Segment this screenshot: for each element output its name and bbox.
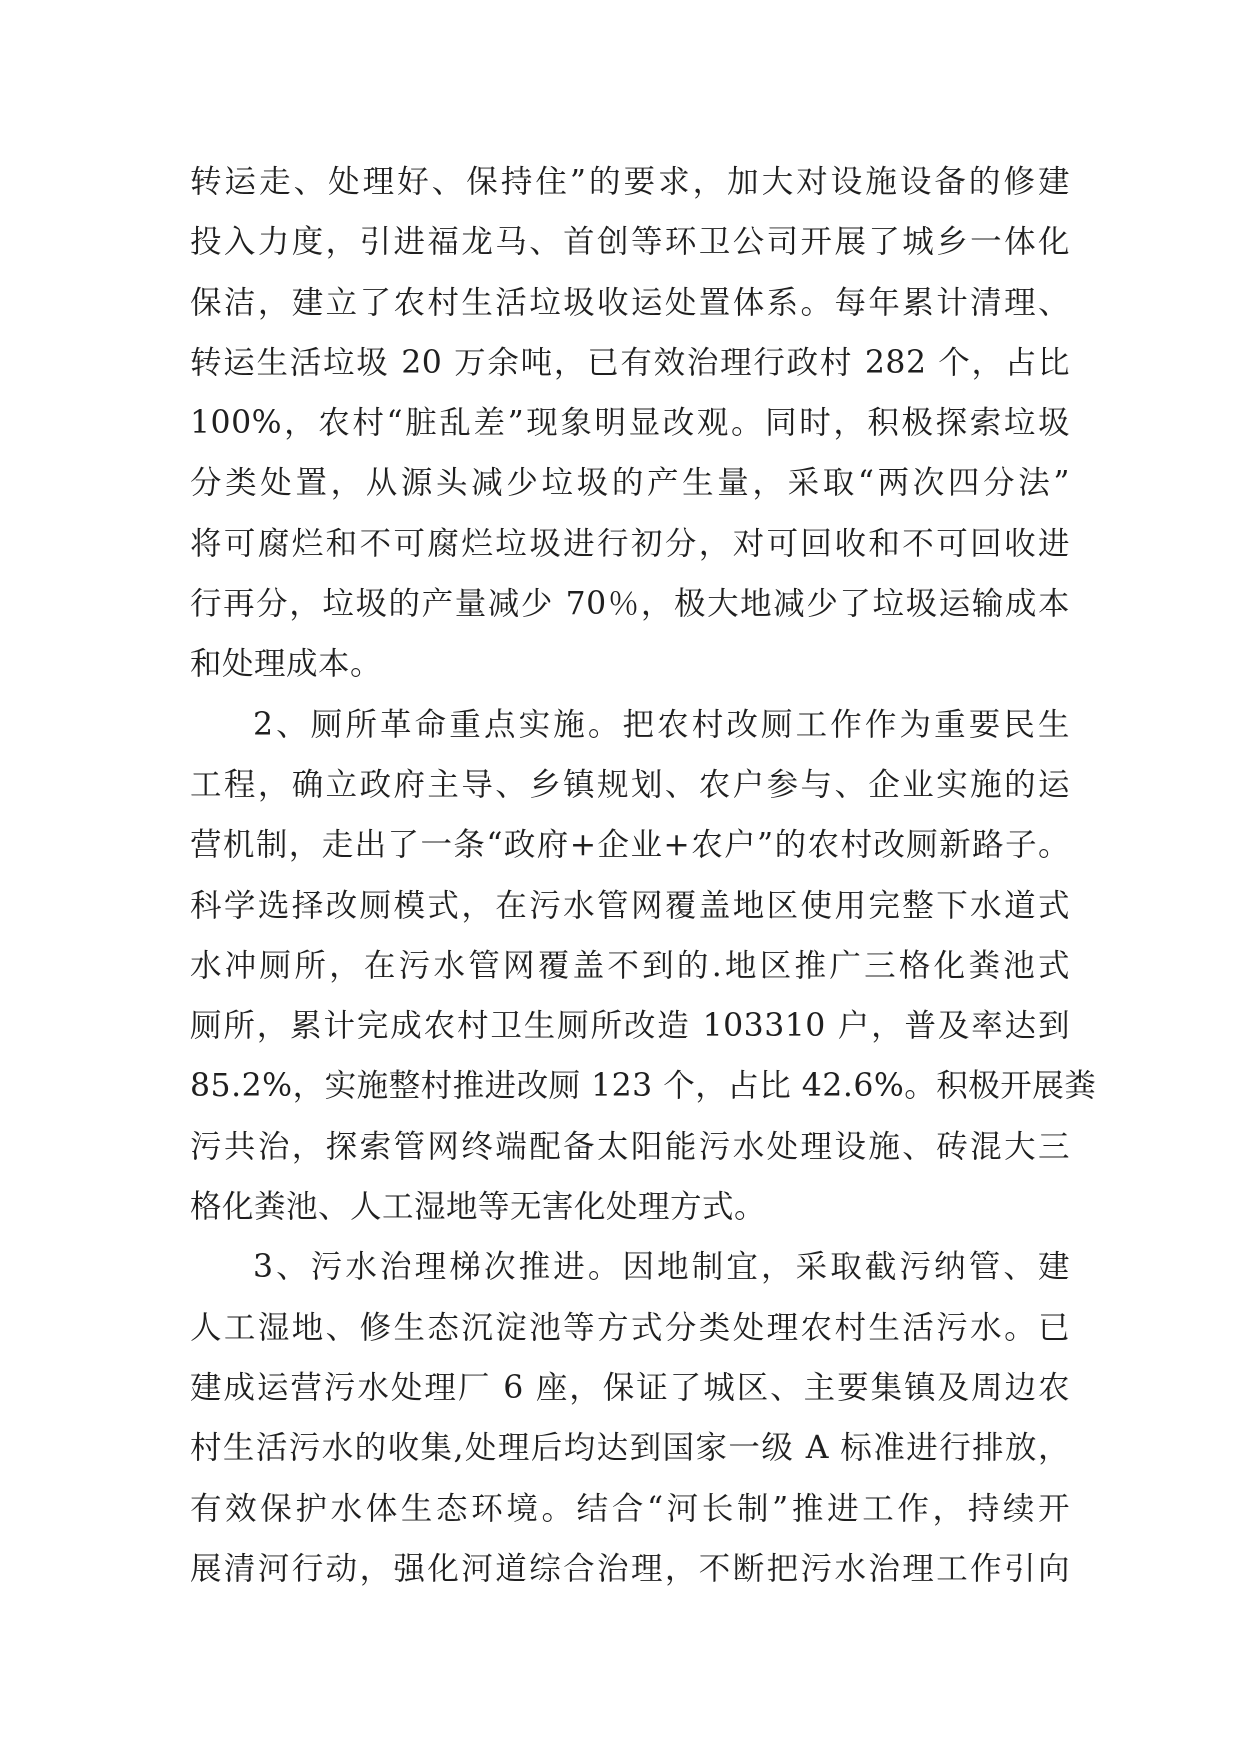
text-line: 厕所，累计完成农村卫生厕所改造 103310 户，普及率达到 <box>190 1008 1070 1045</box>
text-line: 投入力度，引进福龙马、首创等环卫公司开展了城乡一体化 <box>190 224 1070 261</box>
text-line: 建成运营污水处理厂 6 座，保证了城区、主要集镇及周边农 <box>190 1369 1070 1406</box>
text-line: 有效保护水体生态环境。结合“河长制”推进工作，持续开 <box>190 1490 1070 1527</box>
text-line: 85.2%，实施整村推进改厕 123 个，占比 42.6%。积极开展粪 <box>190 1068 1097 1105</box>
text-line: 和处理成本。 <box>190 646 383 683</box>
text-line: 工程，确立政府主导、乡镇规划、农户参与、企业实施的运 <box>190 766 1070 803</box>
text-line: 水冲厕所，在污水管网覆盖不到的.地区推广三格化粪池式 <box>190 947 1070 984</box>
text-line: 分类处置，从源头减少垃圾的产生量，采取“两次四分法” <box>190 465 1070 502</box>
text-line: 科学选择改厕模式，在污水管网覆盖地区使用完整下水道式 <box>190 887 1070 924</box>
text-line: 污共治，探索管网终端配备太阳能污水处理设施、砖混大三 <box>190 1128 1070 1165</box>
section-heading-line: 3、污水治理梯次推进。因地制宜，采取截污纳管、建 <box>253 1249 1070 1286</box>
body-text <box>190 152 1097 1599</box>
text-line: 转运走、处理好、保持住”的要求，加大对设施设备的修建 <box>190 164 1070 200</box>
text-line: 人工湿地、修生态沉淀池等方式分类处理农村生活污水。已 <box>190 1309 1070 1346</box>
text-line: 格化粪池、人工湿地等无害化处理方式。 <box>190 1189 767 1226</box>
text-line: 保洁，建立了农村生活垃圾收运处置体系。每年累计清理、 <box>190 284 1070 321</box>
text-line: 100%，农村“脏乱差”现象明显改观。同时，积极探索垃圾 <box>190 405 1070 442</box>
text-line: 行再分，垃圾的产量减少 70％，极大地减少了垃圾运输成本 <box>190 586 1070 623</box>
text-line: 营机制，走出了一条“政府+企业+农户”的农村改厕新路子。 <box>190 827 1070 864</box>
section-heading-line: 2、厕所革命重点实施。把农村改厕工作作为重要民生 <box>253 706 1070 743</box>
text-line: 将可腐烂和不可腐烂垃圾进行初分，对可回收和不可回收进 <box>190 525 1070 562</box>
text-line: 转运生活垃圾 20 万余吨，已有效治理行政村 282 个，占比 <box>190 344 1070 381</box>
text-line: 村生活污水的收集,处理后均达到国家一级 A 标准进行排放， <box>190 1430 1070 1467</box>
text-line: 展清河行动，强化河道综合治理，不断把污水治理工作引向 <box>190 1550 1070 1587</box>
